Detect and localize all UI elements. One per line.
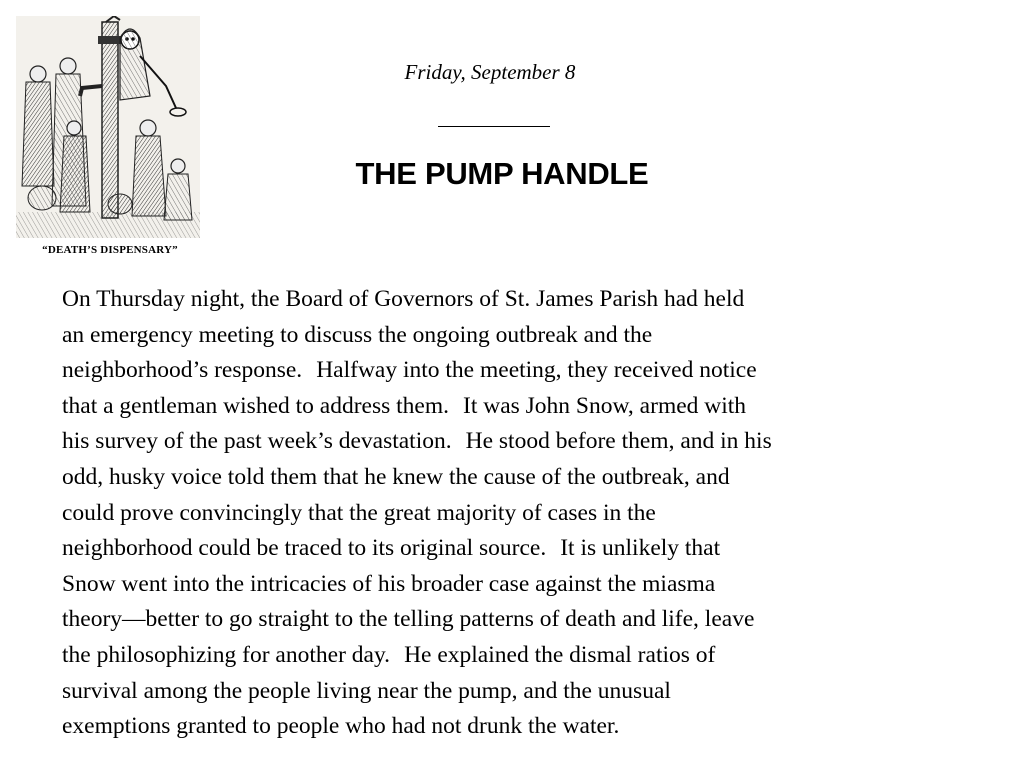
body-line bbox=[62, 709, 982, 745]
body-line-text: neighborhood could be traced to its original source. bbox=[62, 535, 547, 562]
body-line bbox=[62, 424, 982, 460]
body-line-text: the philosophizing for another day. bbox=[62, 641, 391, 668]
body-line bbox=[62, 282, 982, 318]
body-line bbox=[62, 531, 982, 567]
body-line bbox=[62, 353, 982, 389]
illustration-caption: “DEATH’S DISPENSARY” bbox=[42, 244, 178, 256]
body-line-text: odd, husky voice told them that he knew the cause of the outbreak, and bbox=[62, 463, 730, 490]
body-line-text: theory—better to go straight to the telling patterns of death and life, leave bbox=[62, 606, 755, 633]
body-line-text: exemptions granted to people who had not drunk the water. bbox=[62, 713, 620, 740]
body-line bbox=[62, 460, 982, 496]
body-line-text: his survey of the past week’s devastation. bbox=[62, 428, 452, 455]
body-line bbox=[62, 318, 982, 354]
body-line-text: It is unlikely that bbox=[560, 535, 721, 562]
body-line-text: Snow went into the intricacies of his broader case against the miasma bbox=[62, 570, 716, 597]
body-line bbox=[62, 638, 982, 674]
body-line bbox=[62, 602, 982, 638]
death-dispensary-illustration bbox=[16, 16, 200, 238]
page-title: THE PUMP HANDLE bbox=[355, 156, 649, 191]
body-line bbox=[62, 496, 982, 532]
body-line bbox=[62, 674, 982, 710]
body-line-text: neighborhood’s response. bbox=[62, 357, 303, 384]
body-line-text: an emergency meeting to discuss the ongoing outbreak and the bbox=[62, 321, 653, 348]
body-line bbox=[62, 389, 982, 425]
article-body bbox=[62, 282, 982, 745]
body-line-text: It was John Snow, armed with bbox=[463, 392, 747, 419]
body-line-text: Halfway into the meeting, they received notice bbox=[316, 357, 757, 384]
body-line-text: survival among the people living near the pump, and the unusual bbox=[62, 677, 671, 704]
body-line-text: He stood before them, and in his bbox=[465, 428, 772, 455]
dateline: Friday, September 8 bbox=[404, 60, 576, 84]
divider-rule bbox=[438, 126, 550, 127]
body-line bbox=[62, 567, 982, 603]
body-line-text: could prove convincingly that the great majority of cases in the bbox=[62, 499, 656, 526]
body-line-text: that a gentleman wished to address them. bbox=[62, 392, 449, 419]
body-line-text: He explained the dismal ratios of bbox=[404, 641, 716, 668]
body-line-text: On Thursday night, the Board of Governors of St. James Parish had held bbox=[62, 286, 745, 312]
